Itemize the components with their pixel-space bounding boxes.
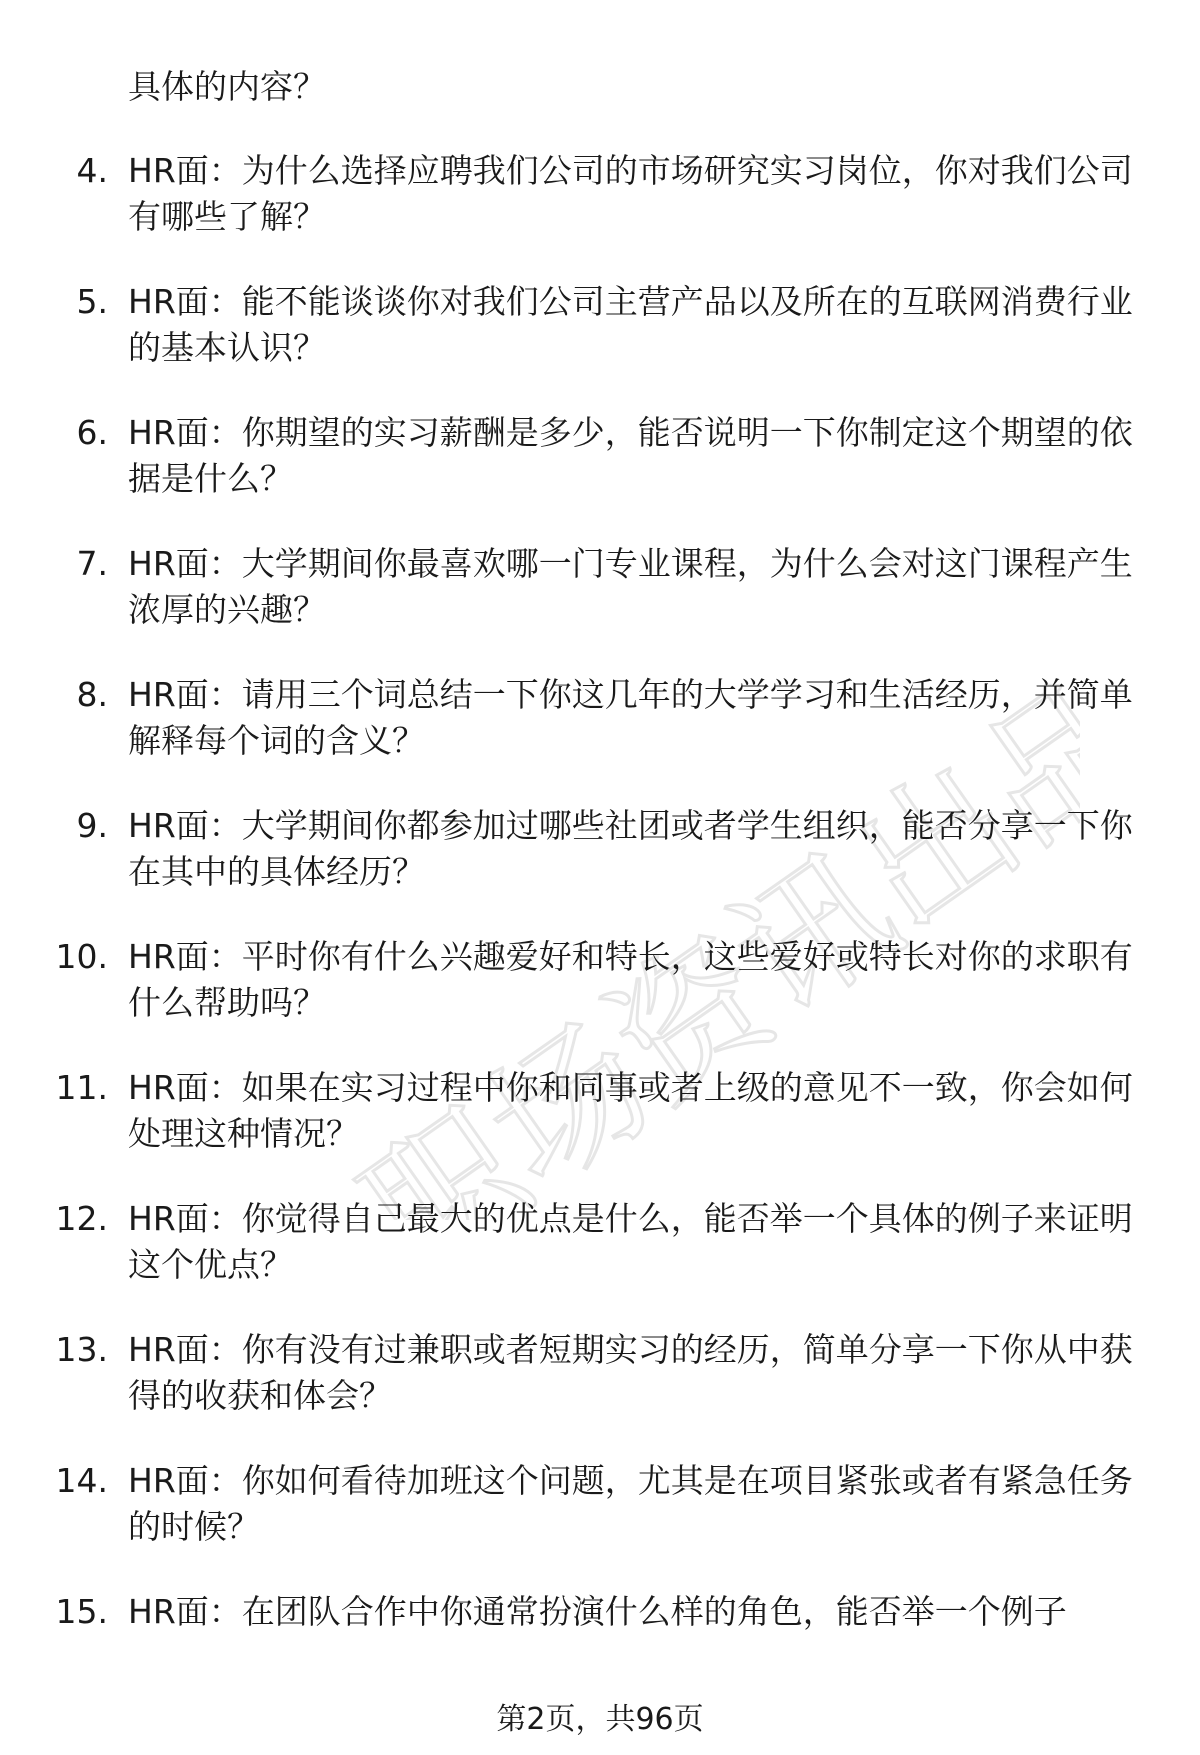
question-text: HR面：你期望的实习薪酬是多少，能否说明一下你制定这个期望的依据是什么？ — [128, 413, 1133, 498]
question-item — [0, 148, 1200, 279]
question-item — [0, 672, 1200, 803]
question-item — [0, 1196, 1200, 1327]
question-number: 5. — [76, 282, 108, 321]
question-item — [0, 541, 1200, 672]
question-text: HR面：请用三个词总结一下你这几年的大学学习和生活经历，并简单解释每个词的含义？ — [128, 675, 1133, 760]
question-text: HR面：在团队合作中你通常扮演什么样的角色，能否举一个例子 — [128, 1592, 1067, 1631]
question-text: HR面：你觉得自己最大的优点是什么，能否举一个具体的例子来证明这个优点？ — [128, 1199, 1133, 1284]
question-text: HR面：为什么选择应聘我们公司的市场研究实习岗位，你对我们公司有哪些了解？ — [128, 151, 1133, 236]
question-item — [0, 1458, 1200, 1589]
question-item — [0, 1327, 1200, 1458]
question-text: HR面：你有没有过兼职或者短期实习的经历，简单分享一下你从中获得的收获和体会？ — [128, 1330, 1133, 1415]
question-item — [0, 410, 1200, 541]
continued-text: 具体的内容？ — [128, 67, 326, 106]
watermark-text: 职场资讯出品 — [335, 647, 1080, 1220]
question-number: 14. — [55, 1461, 108, 1500]
question-number: 11. — [55, 1068, 108, 1107]
question-number: 7. — [76, 544, 108, 583]
question-number: 10. — [55, 937, 108, 976]
question-item — [0, 1065, 1200, 1196]
question-number: 15. — [55, 1592, 108, 1631]
question-number: 13. — [55, 1330, 108, 1369]
question-number: 4. — [76, 151, 108, 190]
question-text: HR面：大学期间你最喜欢哪一门专业课程，为什么会对这门课程产生浓厚的兴趣？ — [128, 544, 1133, 629]
question-list — [0, 148, 1200, 1720]
question-text: HR面：平时你有什么兴趣爱好和特长，这些爱好或特长对你的求职有什么帮助吗？ — [128, 937, 1133, 1022]
question-text: HR面：能不能谈谈你对我们公司主营产品以及所在的互联网消费行业的基本认识？ — [128, 282, 1133, 367]
question-item — [0, 279, 1200, 410]
question-number: 8. — [76, 675, 108, 714]
question-item — [0, 934, 1200, 1065]
question-number: 6. — [76, 413, 108, 452]
question-text: HR面：你如何看待加班这个问题，尤其是在项目紧张或者有紧急任务的时候？ — [128, 1461, 1133, 1546]
question-text: HR面：如果在实习过程中你和同事或者上级的意见不一致，你会如何处理这种情况？ — [128, 1068, 1133, 1153]
page-footer: 第2页，共96页 — [496, 1702, 704, 1737]
question-number: 9. — [76, 806, 108, 845]
question-item — [0, 803, 1200, 934]
question-number: 12. — [55, 1199, 108, 1238]
question-text: HR面：大学期间你都参加过哪些社团或者学生组织，能否分享一下你在其中的具体经历？ — [128, 806, 1133, 891]
